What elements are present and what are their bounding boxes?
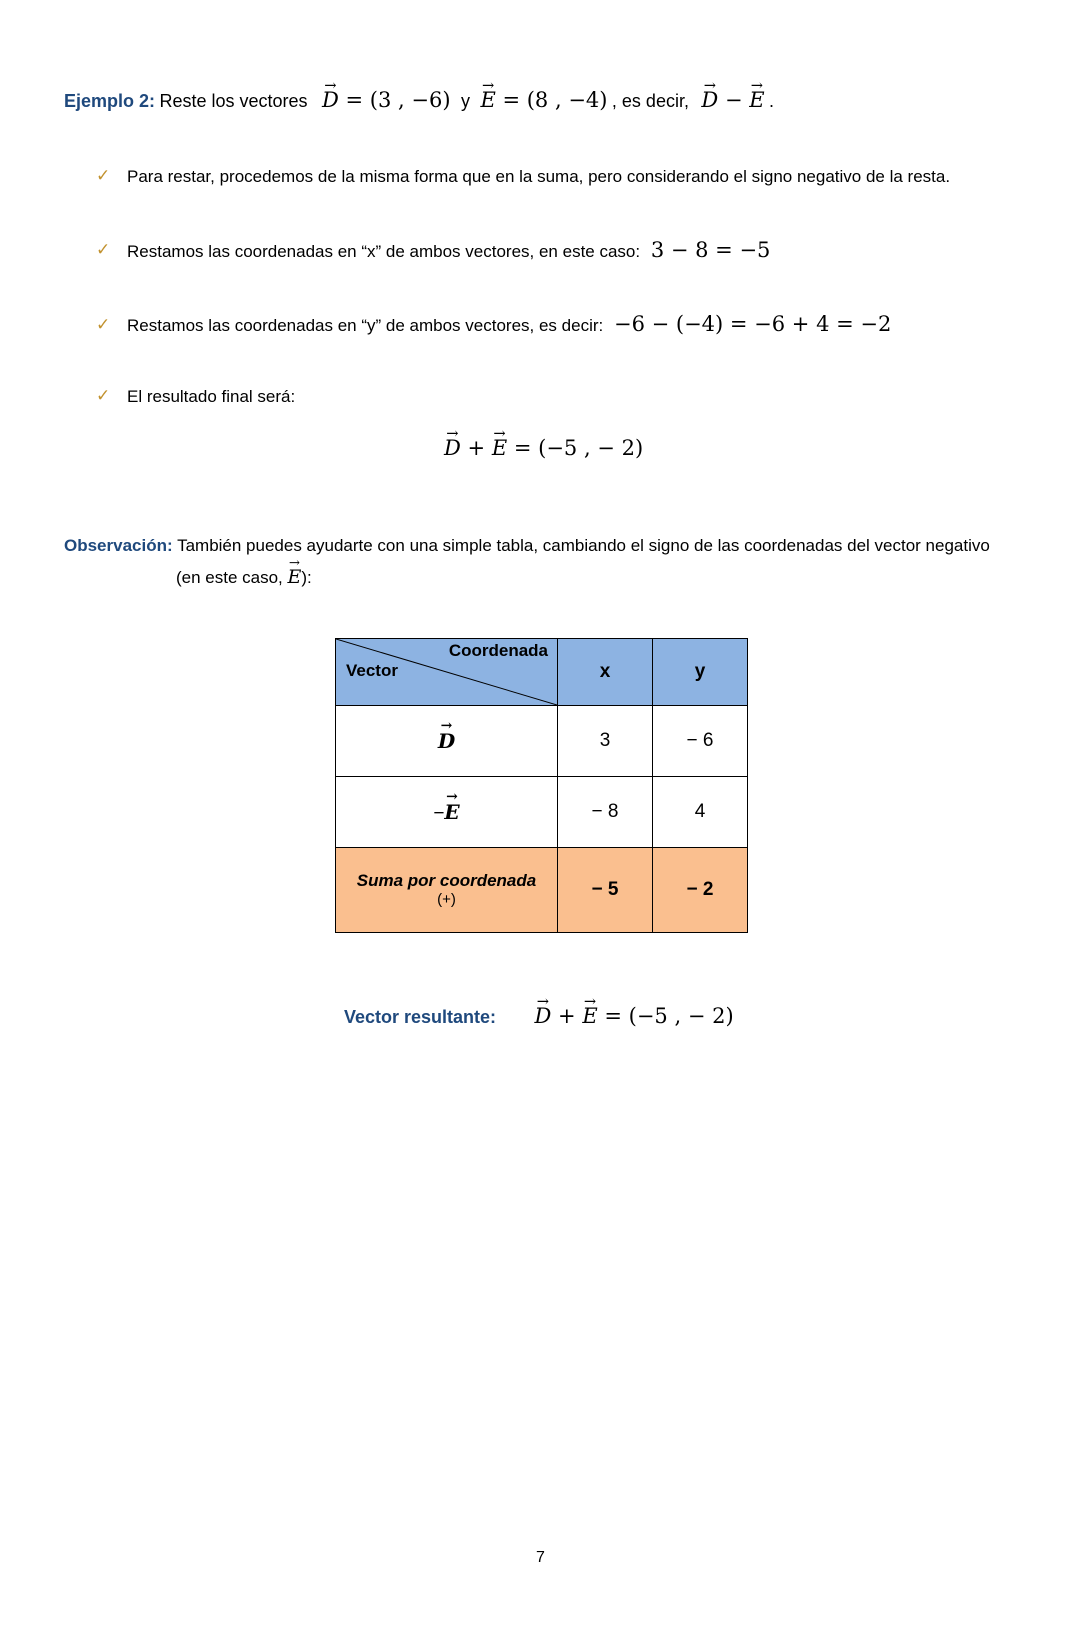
vector-d-symbol: → D (322, 88, 339, 112)
resultant-formula (535, 1004, 734, 1028)
result-formula (444, 436, 643, 460)
page-number: 7 (536, 1549, 545, 1566)
column-header-y: y (653, 639, 748, 706)
sum-sublabel: (+) (437, 891, 456, 909)
plus-operator: + (558, 1004, 576, 1028)
cell-d-x: 3 (558, 706, 653, 777)
corner-diagonal (336, 639, 557, 705)
vector-d-symbol: → D (535, 1004, 552, 1028)
column-header-x: x (558, 639, 653, 706)
bullet-item-4 (127, 387, 295, 407)
vector-table (335, 638, 748, 933)
sum-label: Suma por coordenada (356, 871, 537, 890)
table-row (336, 706, 748, 777)
vector-e-value: = (8 , −4) (502, 88, 608, 112)
cell-e-x: − 8 (558, 777, 653, 848)
row-label-d (336, 706, 558, 777)
corner-header-coordenada: Coordenada (448, 641, 548, 660)
example-es-decir: , es decir, (611, 91, 689, 111)
vector-d-value: = (3 , −6) (345, 88, 451, 112)
bullet-item-3 (127, 312, 891, 336)
minus-sign: − (433, 802, 445, 824)
observation-text-pre: (en este caso, (176, 568, 283, 587)
vector-e-definition (480, 88, 607, 112)
difference-expression (701, 88, 764, 112)
check-icon: ✓ (96, 315, 111, 335)
vector-e-symbol: → E (749, 88, 764, 112)
sum-cell-y: − 2 (653, 848, 748, 933)
example-label: Ejemplo 2: (64, 91, 156, 111)
example-and: y (460, 91, 470, 111)
vector-d-symbol: → D (438, 729, 455, 753)
example-heading (64, 88, 774, 112)
resultant-line (344, 1004, 734, 1028)
plus-operator: + (467, 436, 486, 460)
bullet-item-2 (127, 238, 770, 262)
table-header-row (336, 639, 748, 706)
end-dot: . (769, 91, 775, 111)
vector-e-symbol: → E (480, 88, 495, 112)
minus-operator: − (724, 88, 743, 112)
corner-header-vector: Vector (346, 661, 398, 680)
observation-line-2 (176, 566, 312, 588)
vector-d-symbol: → D (701, 88, 718, 112)
row-label-neg-e (336, 777, 558, 848)
sum-cell-x: − 5 (558, 848, 653, 933)
cell-e-y: 4 (653, 777, 748, 848)
corner-cell (336, 639, 558, 706)
vector-e-symbol: → E (582, 1004, 597, 1028)
sum-row-label (336, 848, 558, 933)
check-icon: ✓ (96, 386, 111, 406)
vector-d-definition (322, 88, 451, 112)
observation-line-1 (64, 536, 990, 556)
resultant-value: = (−5 , − 2) (604, 1004, 734, 1028)
result-value: = (−5 , − 2) (513, 436, 644, 460)
cell-d-y: − 6 (653, 706, 748, 777)
observation-text: También puedes ayudarte con una simple tabla, cambiando el signo de las coordenadas del vector negativo (177, 536, 990, 555)
vector-e-symbol: → E (492, 436, 507, 460)
bullet-math: 3 − 8 = −5 (650, 238, 771, 262)
check-icon: ✓ (96, 166, 111, 186)
observation-text-post: ): (301, 568, 312, 587)
vector-e-symbol: → E (444, 800, 459, 824)
bullet-text: Para restar, procedemos de la misma forma que en la suma, pero considerando el signo negativo de la resta. (127, 167, 951, 186)
vector-e-symbol: → E (288, 566, 302, 588)
bullet-text: El resultado final será: (127, 387, 296, 406)
table-row-sum (336, 848, 748, 933)
vector-d-symbol: → D (444, 436, 461, 460)
bullet-math: −6 − (−4) = −6 + 4 = −2 (613, 312, 892, 336)
table-row (336, 777, 748, 848)
resultant-label: Vector resultante: (344, 1007, 497, 1027)
example-text: Reste los vectores (159, 91, 308, 111)
check-icon: ✓ (96, 240, 111, 260)
bullet-text: Restamos las coordenadas en “y” de ambos vectores, es decir: (127, 316, 604, 335)
bullet-item-1 (127, 167, 950, 187)
bullet-text: Restamos las coordenadas en “x” de ambos vectores, en este caso: (127, 242, 641, 261)
observation-label: Observación: (64, 536, 173, 555)
